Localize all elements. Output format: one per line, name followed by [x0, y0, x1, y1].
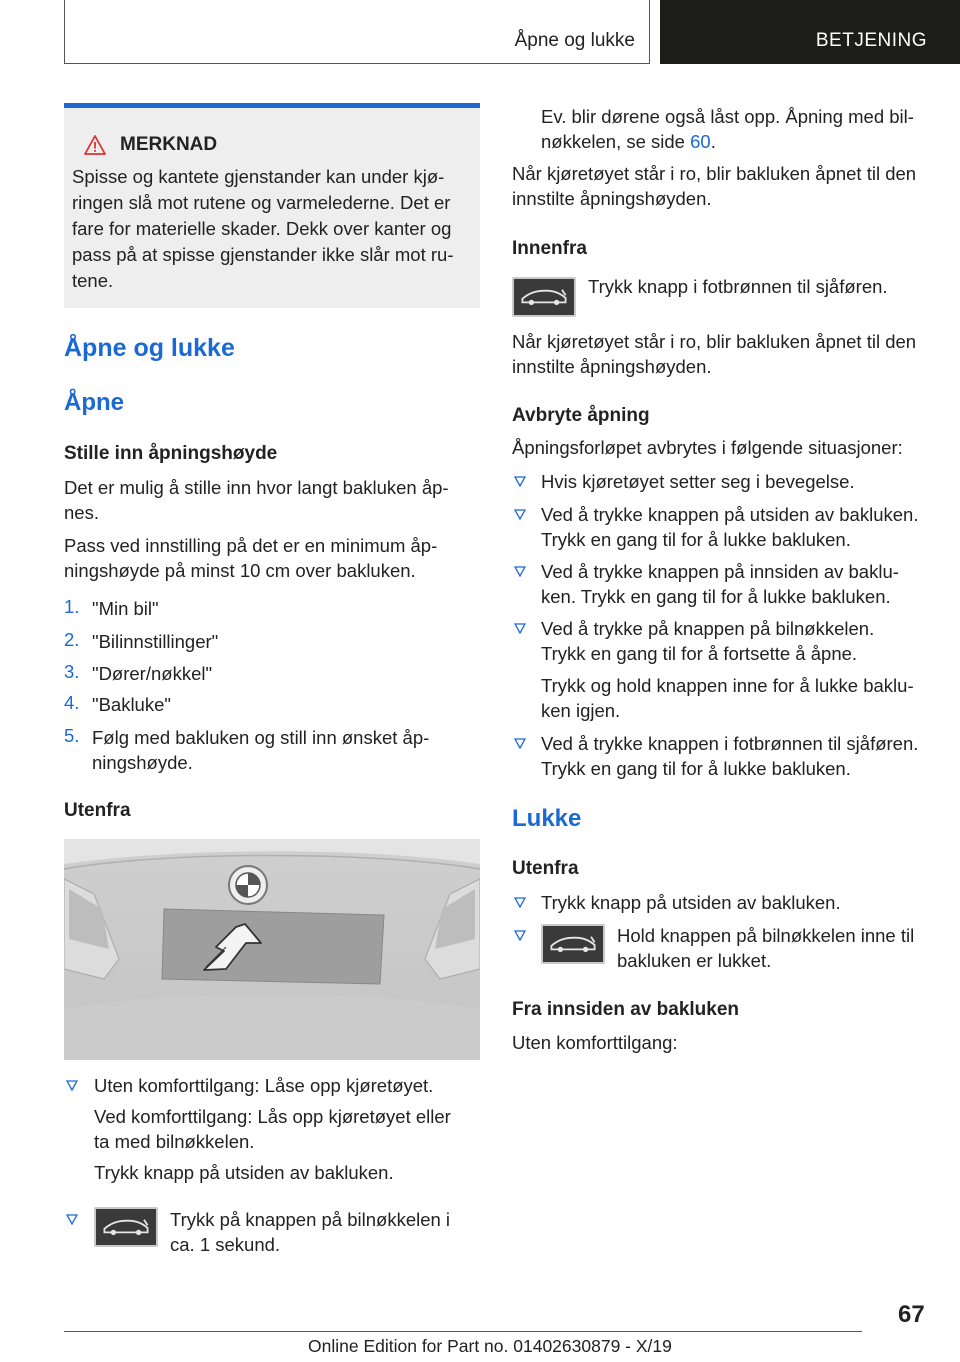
- paragraph-line: Det er mulig å stille inn hvor langt bakluken åp-: [64, 477, 449, 498]
- bullet-text: ken. Trykk en gang til for å lukke bakluken.: [541, 586, 891, 607]
- note-line: ringen slå mot rutene og varmelederne. Det er: [72, 192, 451, 213]
- subheading-outside-close: Utenfra: [512, 858, 579, 879]
- note-label: MERKNAD: [120, 134, 218, 155]
- paragraph-line: Når kjøretøyet står i ro, blir bakluken åpnet til den: [512, 163, 917, 184]
- header-chapter-tab: [660, 0, 960, 64]
- paragraph-line: Åpningsforløpet avbrytes i følgende situasjoner:: [512, 437, 903, 458]
- note-line: Spisse og kantete gjenstander kan under kjø-: [72, 166, 445, 187]
- bullet-text: ken igjen.: [541, 700, 621, 721]
- bullet-text: Hvis kjøretøyet setter seg i bevegelse.: [541, 471, 855, 492]
- heading-open: Åpne: [64, 389, 124, 416]
- bullet-text: Trykk en gang til for å lukke bakluken.: [541, 758, 851, 779]
- paragraph-line: innstilte åpningshøyden.: [512, 188, 712, 209]
- note-line: tene.: [72, 270, 114, 291]
- step-text: ningshøyde.: [92, 752, 193, 773]
- bullet-text: Ved komforttilgang: Lås opp kjøretøyet eller: [94, 1106, 451, 1127]
- page-link[interactable]: 60: [690, 131, 711, 152]
- subheading-set-height: Stille inn åpningshøyde: [64, 443, 278, 464]
- bullet-triangle-icon: [514, 896, 526, 908]
- step-number: 3.: [64, 661, 80, 682]
- bullet-triangle-icon: [66, 1213, 78, 1225]
- note-line: pass på at spisse gjenstander ikke slår mot ru-: [72, 244, 454, 265]
- bullet-text: Uten komforttilgang: Låse opp kjøretøyet.: [94, 1075, 434, 1096]
- bullet-text: Trykk en gang til for å lukke bakluken.: [541, 529, 851, 550]
- note-line: fare for materielle skader. Dekk over kanter og: [72, 218, 452, 239]
- header-section-tab: [64, 0, 650, 64]
- page-number: 67: [898, 1301, 925, 1328]
- step-text: "Bilinnstillinger": [92, 631, 219, 652]
- step-number: 4.: [64, 692, 80, 713]
- subheading-inside: Innenfra: [512, 238, 587, 259]
- note-header: [84, 134, 470, 156]
- bullet-text: Trykk knapp på utsiden av bakluken.: [541, 892, 841, 913]
- subheading-from-inside: Fra innsiden av bakluken: [512, 999, 740, 1020]
- tailgate-illustration: [64, 839, 480, 1060]
- step-text: "Dører/nøkkel": [92, 663, 213, 684]
- step-number: 5.: [64, 725, 80, 746]
- bullet-text: bakluken er lukket.: [617, 950, 772, 971]
- bullet-triangle-icon: [514, 508, 526, 520]
- bullet-text: Trykk en gang til for å fortsette å åpne.: [541, 643, 858, 664]
- step-text: "Min bil": [92, 598, 159, 619]
- bullet-text: Trykk på knappen på bilnøkkelen i: [170, 1209, 451, 1230]
- step-text: "Bakluke": [92, 694, 171, 715]
- paragraph-line: [541, 129, 716, 154]
- tailgate-key-icon: [541, 924, 605, 964]
- bullet-text: ta med bilnøkkelen.: [94, 1131, 255, 1152]
- subheading-abort: Avbryte åpning: [512, 405, 650, 426]
- paragraph-line: Trykk knapp i fotbrønnen til sjåføren.: [588, 276, 888, 297]
- bullet-triangle-icon: [514, 737, 526, 749]
- bullet-text: Ved å trykke knappen på utsiden av bakluken.: [541, 504, 919, 525]
- bullet-triangle-icon: [514, 929, 526, 941]
- heading-close: Lukke: [512, 805, 582, 832]
- chapter-title: BETJENING: [815, 30, 927, 51]
- bullet-text: Ved å trykke knappen i fotbrønnen til sjåføren.: [541, 733, 919, 754]
- bullet-triangle-icon: [66, 1079, 78, 1091]
- tailgate-footwell-icon: [512, 277, 576, 317]
- bullet-triangle-icon: [514, 475, 526, 487]
- bullet-triangle-icon: [514, 565, 526, 577]
- bullet-triangle-icon: [514, 622, 526, 634]
- paragraph-line: Pass ved innstilling på det er en minimum åp-: [64, 535, 438, 556]
- paragraph-line: innstilte åpningshøyden.: [512, 356, 712, 377]
- paragraph-line: ningshøyde på minst 10 cm over bakluken.: [64, 560, 416, 581]
- tailgate-key-icon: [94, 1207, 158, 1247]
- bullet-text: ca. 1 sekund.: [170, 1234, 281, 1255]
- note-box: [64, 103, 480, 308]
- step-text: Følg med bakluken og still inn ønsket åp-: [92, 727, 430, 748]
- subheading-outside: Utenfra: [64, 800, 131, 821]
- bullet-text: Trykk og hold knappen inne for å lukke baklu-: [541, 675, 914, 696]
- paragraph-line: Ev. blir dørene også låst opp. Åpning med bil-: [541, 106, 914, 127]
- bullet-text: Trykk knapp på utsiden av bakluken.: [94, 1162, 394, 1183]
- footer-divider: [64, 1331, 862, 1332]
- bullet-text: Ved å trykke på knappen på bilnøkkelen.: [541, 618, 875, 639]
- paragraph-end: .: [710, 131, 716, 152]
- paragraph-line: Uten komforttilgang:: [512, 1032, 678, 1053]
- paragraph-line: nes.: [64, 502, 99, 523]
- heading-open-close: Åpne og lukke: [64, 334, 235, 362]
- bullet-text: Hold knappen på bilnøkkelen inne til: [617, 925, 915, 946]
- footer-edition: Online Edition for Part no. 01402630879 - X/19: [308, 1336, 672, 1356]
- warning-icon: [84, 135, 106, 155]
- step-number: 2.: [64, 629, 80, 650]
- section-title: Åpne og lukke: [514, 30, 635, 51]
- paragraph-line: Når kjøretøyet står i ro, blir bakluken åpnet til den: [512, 331, 917, 352]
- bullet-text: Ved å trykke knappen på innsiden av baklu-: [541, 561, 899, 582]
- step-number: 1.: [64, 596, 80, 617]
- paragraph-text: nøkkelen, se side: [541, 131, 691, 152]
